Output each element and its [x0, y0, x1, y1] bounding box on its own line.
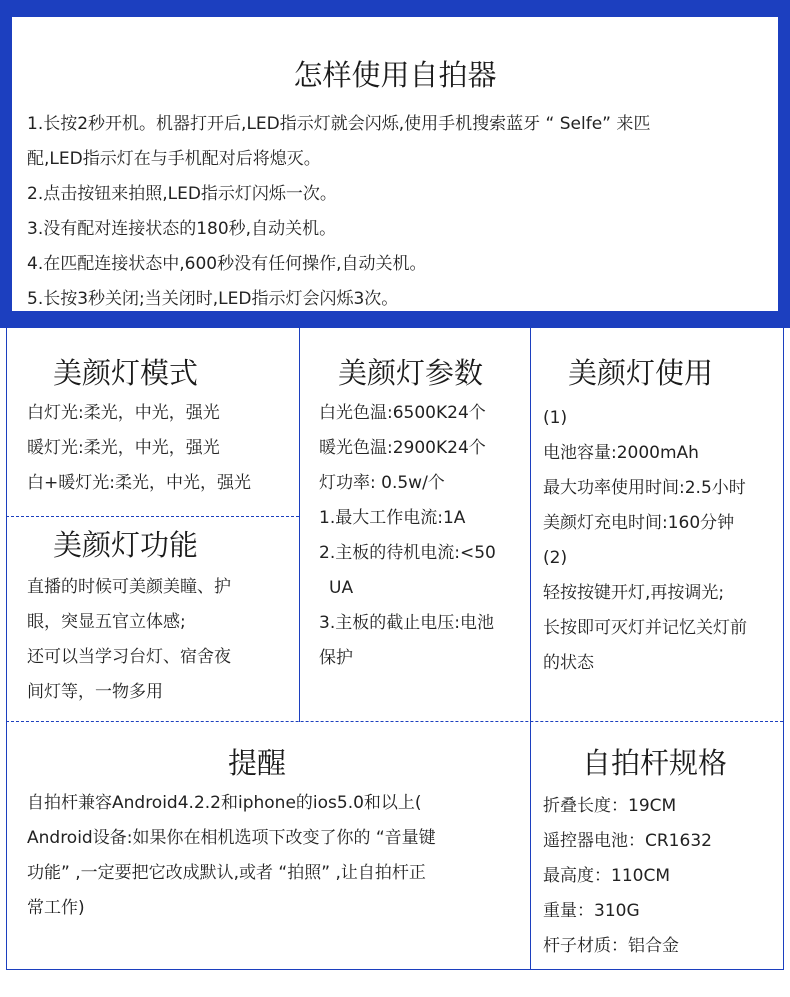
grid-line-right	[783, 328, 784, 970]
usage-line: 的状态	[543, 653, 594, 673]
grid-line-modes-divider	[6, 516, 299, 517]
usage-line: 美颜灯充电时间:160分钟	[543, 513, 735, 533]
functions-line: 眼，突显五官立体感;	[27, 612, 186, 632]
functions-title: 美颜灯功能	[53, 528, 199, 562]
params-title: 美颜灯参数	[338, 356, 484, 390]
instructions-title: 怎样使用自拍器	[293, 58, 497, 92]
instruction-line: 1.长按2秒开机。机器打开后,LED指示灯就会闪烁,使用手机搜索蓝牙 “ Selfe” 来匹	[27, 114, 651, 134]
reminder-line: 功能” ,一定要把它改成默认,或者 “拍照” ,让自拍杆正	[27, 863, 426, 883]
instruction-line: 5.长按3秒关闭;当关闭时,LED指示灯会闪烁3次。	[27, 289, 399, 309]
functions-list	[27, 570, 231, 710]
instructions-list	[27, 107, 738, 317]
instruction-line: 4.在匹配连接状态中,600秒没有任何操作,自动关机。	[27, 254, 427, 274]
specs-line: 最高度：110CM	[543, 866, 670, 886]
reminder-list	[27, 786, 436, 926]
instruction-line: 2.点击按钮来拍照,LED指示灯闪烁一次。	[27, 184, 337, 204]
reminder-line: 自拍杆兼容Android4.2.2和iphone的ios5.0和以上(	[27, 793, 422, 813]
usage-line: 最大功率使用时间:2.5小时	[543, 478, 746, 498]
usage-line: (2)	[543, 548, 568, 568]
specs-title: 自拍杆规格	[582, 746, 728, 780]
grid-line-col2	[530, 328, 531, 970]
reminder-line: 常工作)	[27, 898, 85, 918]
modes-list	[27, 396, 251, 501]
grid-line-middle	[6, 721, 783, 722]
specs-line: 遥控器电池：CR1632	[543, 831, 712, 851]
grid-line-col1	[299, 328, 300, 722]
functions-line: 直播的时候可美颜美瞳、护	[27, 577, 231, 597]
usage-title: 美颜灯使用	[568, 356, 714, 390]
specs-line: 折叠长度：19CM	[543, 796, 677, 816]
specs-line: 杆子材质：铝合金	[543, 936, 679, 956]
functions-line: 还可以当学习台灯、宿舍夜	[27, 647, 231, 667]
specs-list	[543, 789, 712, 964]
modes-title: 美颜灯模式	[53, 356, 199, 390]
params-line: 1.最大工作电流:1A	[319, 508, 466, 528]
params-line: 2.主板的待机电流:<50	[319, 543, 496, 563]
params-list	[319, 396, 496, 676]
modes-line: 白+暖灯光:柔光，中光，强光	[27, 473, 251, 493]
params-line: 暖光色温:2900K24个	[319, 438, 486, 458]
params-line: UA	[329, 578, 354, 598]
usage-line: (1)	[543, 408, 568, 428]
usage-list	[543, 401, 747, 681]
usage-line: 轻按按键开灯,再按调光;	[543, 583, 725, 603]
specs-line: 重量：310G	[543, 901, 640, 921]
instructions-panel	[12, 17, 778, 311]
params-line: 白光色温:6500K24个	[319, 403, 486, 423]
params-line: 3.主板的截止电压:电池	[319, 613, 494, 633]
modes-line: 白灯光:柔光，中光，强光	[27, 403, 220, 423]
instruction-line: 配,LED指示灯在与手机配对后将熄灭。	[27, 149, 321, 169]
modes-line: 暖灯光:柔光，中光，强光	[27, 438, 220, 458]
grid-line-left	[6, 328, 7, 970]
functions-line: 间灯等，一物多用	[27, 682, 163, 702]
params-line: 灯功率: 0.5w/个	[319, 473, 445, 493]
instruction-line: 3.没有配对连接状态的180秒,自动关机。	[27, 219, 337, 239]
reminder-title: 提醒	[228, 746, 287, 780]
params-line: 保护	[319, 648, 353, 668]
usage-line: 长按即可灭灯并记忆关灯前	[543, 618, 747, 638]
usage-line: 电池容量:2000mAh	[543, 443, 699, 463]
reminder-line: Android设备:如果你在相机选项下改变了你的 “音量键	[27, 828, 436, 848]
grid-line-bottom	[6, 969, 783, 970]
